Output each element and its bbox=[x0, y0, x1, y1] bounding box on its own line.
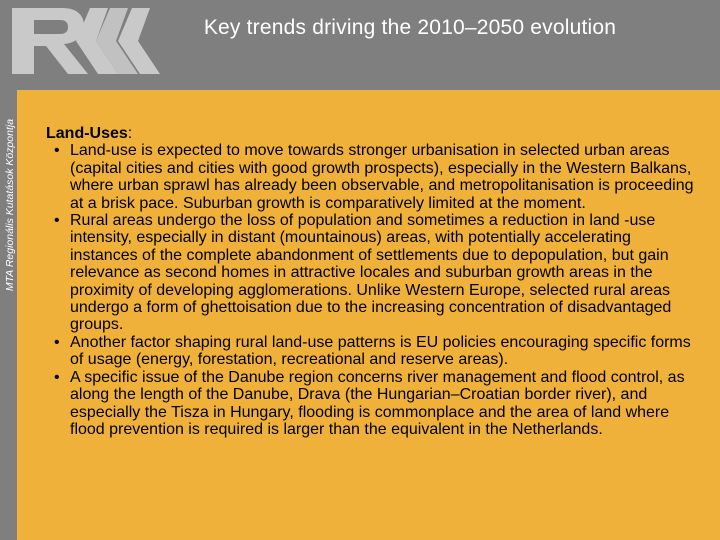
bullet-text: A specific issue of the Danube region concerns river management and flood control, as along the length of the Danube, Drava (the Hungarian–Croatian border river), and especially the Tisza in Hungary, flooding is commonplace and the area of land where flood prevention is required is larger than the equivalent in the Netherlands. bbox=[70, 368, 685, 438]
bullet-icon: • bbox=[54, 212, 60, 230]
bullet-text: Land-use is expected to move towards stronger urbanisation in selected urban areas (capital cities and cities with good growth prospects), especially in the Western Balkans, where urban sprawl has already been observable, and metropolitanisation is proceeding at a brisk pace. Suburban growth is comparatively limited at the moment. bbox=[70, 142, 694, 212]
bullet-item bbox=[46, 212, 696, 334]
section-heading-colon: : bbox=[127, 125, 133, 142]
bullet-icon: • bbox=[54, 142, 60, 160]
page-title: Key trends driving the 2010–2050 evolution bbox=[203, 16, 617, 39]
institution-vertical-label: MTA Regionális Kutatások Központja bbox=[4, 118, 16, 292]
bullet-text: Another factor shaping rural land-use patterns is EU policies encouraging specific forms of usage (energy, forestation, recreational and reserve areas). bbox=[70, 333, 691, 369]
slide-content bbox=[46, 125, 696, 438]
bullet-icon: • bbox=[54, 368, 60, 386]
header-bar bbox=[0, 0, 720, 90]
bullet-item bbox=[46, 142, 696, 212]
bullet-item bbox=[46, 369, 696, 439]
rkk-logo-icon bbox=[4, 2, 174, 78]
bullet-icon: • bbox=[54, 333, 60, 351]
section-heading bbox=[46, 125, 696, 142]
bullet-item bbox=[46, 334, 696, 369]
bullet-text: Rural areas undergo the loss of population and sometimes a reduction in land -use intensity, especially in distant (mountainous) areas, with potentially accelerating instances of the complete abandonment of settlements due to depopulation, but gain relevance as second homes in attractive locales and suburban growth areas in the proximity of developing agglomerations. Unlike Western Europe, selected rural areas undergo a form of ghettoisation due to the increasing concentration of disadvantaged groups. bbox=[70, 212, 672, 334]
bullet-list bbox=[46, 142, 696, 438]
section-heading-title: Land-Uses bbox=[46, 125, 128, 142]
